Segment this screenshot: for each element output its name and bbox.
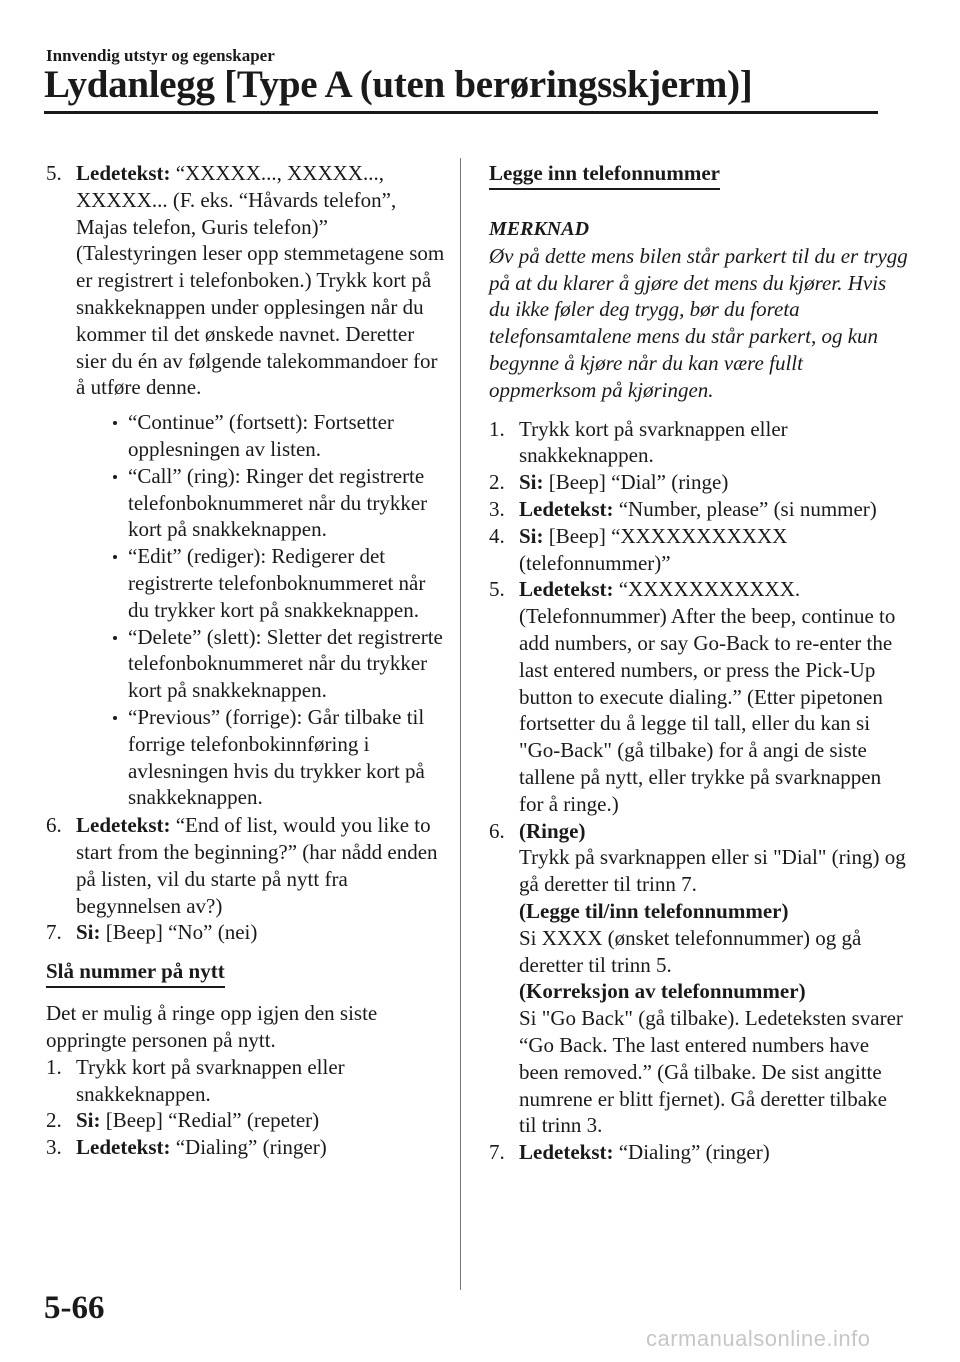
column-divider xyxy=(460,158,461,1290)
bullet-dot-icon xyxy=(113,475,117,479)
note-text: Øv på dette mens bilen står parkert til du er trygg på at du klarer å gjøre det mens du kjører. Hvis du ikke føler deg trygg, bør du foreta telefonsamtalene mens du står parkert, og kun begynne å kjøre når du kan være fullt oppmerksom på kjøringen. xyxy=(489,243,908,402)
step-subheading: (Ringe) xyxy=(519,818,586,843)
command-item: “Previous” (forrige): Går tilbake til forrige telefonbokinnføring i avlesningen hvis du trykker kort på snakkeknappen. xyxy=(106,704,446,811)
item-text: “Dialing” (ringer) xyxy=(170,1135,327,1160)
dial-step-1 xyxy=(489,416,909,470)
item-number: 6. xyxy=(46,813,62,838)
item-label: Ledetekst: xyxy=(76,161,171,185)
item-number: 2. xyxy=(489,470,505,495)
item-text: [Beep] “Redial” (repeter) xyxy=(100,1108,320,1133)
note-label: MERKNAD xyxy=(489,218,590,240)
item-number: 3. xyxy=(46,1135,62,1160)
redial-step-2 xyxy=(46,1107,446,1134)
item-label: Si: xyxy=(76,920,101,945)
item-number: 2. xyxy=(46,1108,62,1133)
item-text: “Number, please” (si nummer) xyxy=(613,496,877,521)
item-text: [Beep] “No” (nei) xyxy=(100,920,258,945)
list-item-5 xyxy=(46,160,446,811)
command-item: “Call” (ring): Ringer det registrerte telefonboknummeret når du trykker kort på snakkeknappen. xyxy=(106,463,446,543)
dial-number-heading: Legge inn telefonnummer xyxy=(489,161,720,190)
item-text: Trykk kort på svarknappen eller snakkeknappen. xyxy=(76,1054,345,1106)
item-label: Ledetekst: xyxy=(76,1135,171,1160)
dial-step-3 xyxy=(489,496,909,523)
dial-step-6 xyxy=(489,818,909,1140)
item-text: Trykk kort på svarknappen eller snakkeknappen. xyxy=(519,416,788,468)
item-label: Si: xyxy=(76,1108,101,1133)
command-item: “Delete” (slett): Sletter det registrerte telefonboknummeret når du trykker kort på snakkeknappen. xyxy=(106,624,446,704)
item-number: 7. xyxy=(489,1140,505,1165)
step-text: Trykk på svarknappen eller si "Dial" (ring) og gå deretter til trinn 7. xyxy=(519,845,906,897)
item-text: “End of list, would you like to start from the beginning?” (har nådd enden på listen, vil du starte på nytt fra begynnelsen av?) xyxy=(76,813,438,918)
item-label: Ledetekst: xyxy=(76,813,171,838)
item-number: 6. xyxy=(489,818,505,843)
bullet-dot-icon xyxy=(113,555,117,559)
bullet-dot-icon xyxy=(113,636,117,640)
item-number: 1. xyxy=(46,1054,62,1079)
page-title: Lydanlegg [Type A (uten berøringsskjerm)] xyxy=(44,63,753,106)
step-subheading: (Korreksjon av telefonnummer) xyxy=(519,979,806,1004)
redial-heading: Slå nummer på nytt xyxy=(46,959,225,988)
item-label: Si: xyxy=(519,523,544,548)
bullet-dot-icon xyxy=(113,716,117,720)
item-text: “XXXXXXXXXXX. (Telefonnummer) After the beep, continue to add numbers, or say Go-Back to re-enter the last entered numbers, or press the Pick-Up button to execute dialing.” (Etter pipetonen fortsetter du å legge til tall, eller du kan si "Go-Back" (gå tilbake) for å angi de siste tallene på nytt, eller trykke på svarknappen for å ringe.) xyxy=(519,577,896,816)
list-item-7 xyxy=(46,919,446,946)
item-label: Ledetekst: xyxy=(519,496,614,521)
item-number: 4. xyxy=(489,523,505,548)
step-text: Si XXXX (ønsket telefonnummer) og gå deretter til trinn 5. xyxy=(519,925,862,977)
list-item-6 xyxy=(46,812,446,919)
item-text: [Beep] “XXXXXXXXXXX (telefonnummer)” xyxy=(519,523,788,575)
redial-step-3 xyxy=(46,1134,446,1161)
section-label: Innvendig utstyr og egenskaper xyxy=(46,46,275,65)
item-number: 5. xyxy=(46,161,62,185)
dial-step-4 xyxy=(489,523,909,577)
command-item: “Continue” (fortsett): Fortsetter opplesningen av listen. xyxy=(106,409,446,463)
dial-step-7 xyxy=(489,1139,909,1166)
page-number: 5-66 xyxy=(44,1290,105,1326)
header-rule xyxy=(44,111,878,114)
watermark: carmanualsonline.info xyxy=(646,1326,871,1351)
item-text: “XXXXX..., XXXXX..., XXXXX... (F. eks. “Håvards telefon”, Majas telefon, Guris telefon)” (Talestyringen leser opp stemmetagene som er registrert i telefonboken.) Trykk kort på snakkeknappen under opplesingen når du kommer til det ønskede navnet. Deretter sier du én av følgende talekommandoer for å utføre denne. xyxy=(76,161,445,400)
bullet-dot-icon xyxy=(113,421,117,425)
dial-step-2 xyxy=(489,469,909,496)
dial-step-5 xyxy=(489,576,909,817)
step-text: Si "Go Back" (gå tilbake). Ledeteksten svarer “Go Back. The last entered numbers have been removed.” (Gå tilbake. De sist angitte numrene er blitt fjernet). Gå deretter tilbake til trinn 3. xyxy=(519,1006,903,1138)
redial-step-1 xyxy=(46,1054,446,1108)
item-number: 7. xyxy=(46,920,62,945)
item-label: Si: xyxy=(519,470,544,495)
item-label: Ledetekst: xyxy=(519,1140,614,1165)
item-text: “Dialing” (ringer) xyxy=(613,1140,770,1165)
item-number: 1. xyxy=(489,416,505,441)
item-label: Ledetekst: xyxy=(519,577,614,602)
step-subheading: (Legge til/inn telefonnummer) xyxy=(519,898,789,923)
item-number: 3. xyxy=(489,496,505,521)
left-column xyxy=(46,160,446,1161)
item-text: [Beep] “Dial” (ringe) xyxy=(543,470,729,495)
command-item: “Edit” (rediger): Redigerer det registrerte telefonboknummeret når du trykker kort på snakkeknappen. xyxy=(106,543,446,623)
command-list xyxy=(76,409,446,811)
right-column xyxy=(489,160,909,1166)
redial-intro: Det er mulig å ringe opp igjen den siste oppringte personen på nytt. xyxy=(46,1001,378,1052)
item-number: 5. xyxy=(489,577,505,602)
